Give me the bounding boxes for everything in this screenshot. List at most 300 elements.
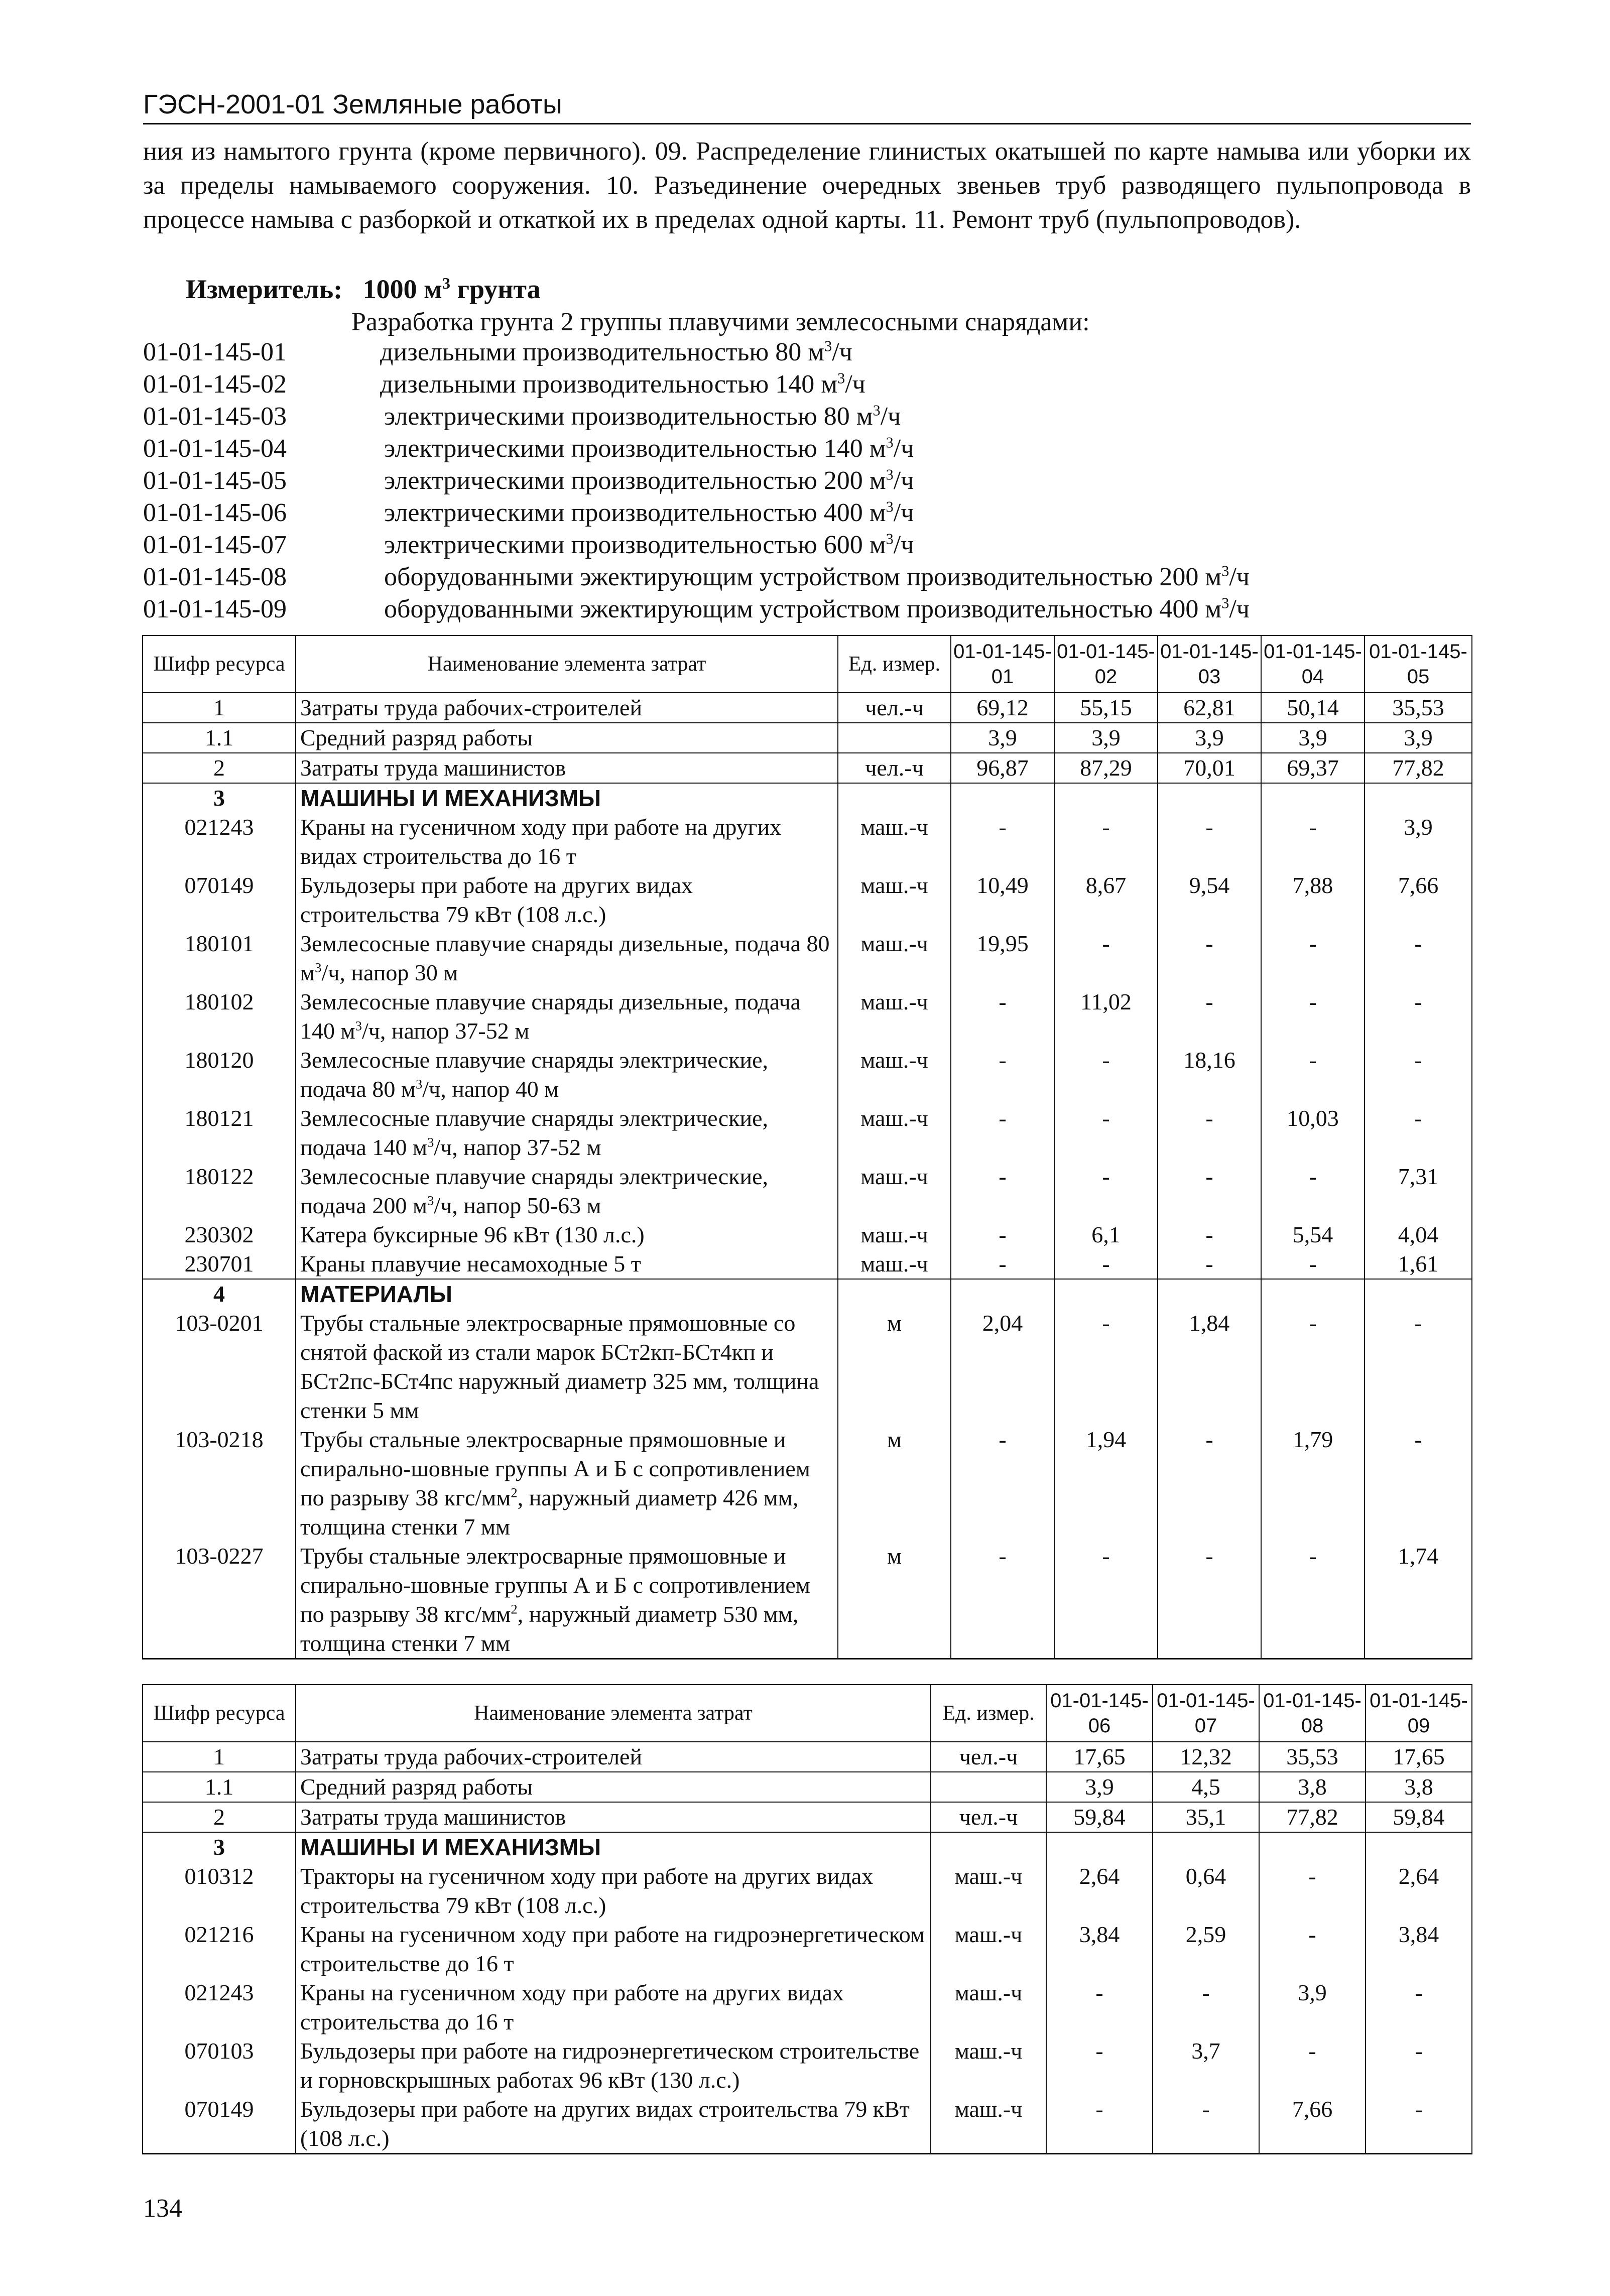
- cost-element-name: Бульдозеры при работе на гидроэнергетическом строительстве и горновскрышных работах 96 кВт (130 л.с.): [296, 2036, 931, 2095]
- code-list-item: [143, 562, 1499, 594]
- rate-value: -: [1158, 1542, 1261, 1659]
- cost-element-text: Трубы стальные электросварные прямошовные и спирально-шовные группы А и Б с сопротивлением по разрыву 38 кгс/мм: [300, 1427, 810, 1510]
- rate-code: 01-01-145-06: [143, 498, 287, 527]
- rate-description-suffix: /ч: [845, 370, 865, 399]
- resource-table-1: [142, 635, 1472, 1660]
- rate-value: -: [1261, 1542, 1365, 1659]
- rate-value: 3,84: [1366, 1920, 1472, 1978]
- resource-table-2: [142, 1684, 1472, 2154]
- resource-code: 3: [143, 1832, 296, 1862]
- rate-value: 19,95: [951, 929, 1054, 987]
- unit-of-measure: [931, 1772, 1046, 1802]
- unit-of-measure: маш.-ч: [838, 1220, 951, 1249]
- rate-value: 7,66: [1259, 2095, 1366, 2154]
- resource-code: 4: [143, 1279, 296, 1309]
- rate-value: 70,01: [1158, 753, 1261, 783]
- rate-value: -: [951, 813, 1054, 871]
- unit-of-measure: м: [838, 1425, 951, 1542]
- rate-value: 1,94: [1054, 1425, 1158, 1542]
- rate-description-sup: 3: [824, 337, 832, 355]
- cost-element-name: Затраты труда рабочих-строителей: [296, 1742, 931, 1772]
- rate-description-suffix: /ч: [880, 402, 901, 431]
- measurement-value: 1000 м: [362, 274, 442, 304]
- rate-value: 3,9: [951, 723, 1054, 753]
- cost-element-text: Трубы стальные электросварные прямошовные и спирально-шовные группы А и Б с сопротивлением по разрыву 38 кгс/мм: [300, 1543, 810, 1627]
- rate-code: 01-01-145-07: [143, 531, 287, 559]
- rate-value: 3,9: [1261, 723, 1365, 753]
- column-header: Наименование элемента затрат: [296, 635, 838, 693]
- resource-code: 230302: [143, 1220, 296, 1249]
- code-list-item: [143, 337, 1499, 369]
- rate-value: [1054, 783, 1158, 813]
- rate-value: -: [951, 987, 1054, 1046]
- rate-value: -: [1261, 813, 1365, 871]
- rate-value: [1259, 1832, 1366, 1862]
- rate-value: -: [1054, 1309, 1158, 1425]
- code-list-item: [143, 466, 1499, 498]
- rate-value: -: [1366, 2095, 1472, 2154]
- resource-code: 021216: [143, 1920, 296, 1978]
- cost-element-name: [296, 1162, 838, 1220]
- table-row: [143, 2095, 1472, 2154]
- rate-value: -: [1261, 1249, 1365, 1279]
- unit-of-measure: [838, 723, 951, 753]
- cost-element-name: МАТЕРИАЛЫ: [296, 1279, 838, 1309]
- rate-value: -: [1158, 1162, 1261, 1220]
- table-row: [143, 1220, 1472, 1249]
- unit-of-measure: маш.-ч: [931, 2095, 1046, 2154]
- rate-value: 2,64: [1046, 1862, 1153, 1920]
- cost-element-text: Землесосные плавучие снаряды электрические, подача 200 м: [300, 1164, 769, 1218]
- rate-value: 96,87: [951, 753, 1054, 783]
- rate-value: 11,02: [1054, 987, 1158, 1046]
- rate-value: -: [1158, 1425, 1261, 1542]
- resource-code: 021243: [143, 1978, 296, 2036]
- cost-element-name: МАШИНЫ И МЕХАНИЗМЫ: [296, 1832, 931, 1862]
- rate-value: -: [1158, 1104, 1261, 1162]
- resource-code: 021243: [143, 813, 296, 871]
- rate-value: -: [1158, 1249, 1261, 1279]
- rate-value: 59,84: [1046, 1802, 1153, 1832]
- code-list-item: [143, 434, 1499, 466]
- unit-of-measure: [838, 783, 951, 813]
- rate-value: -: [1153, 2095, 1259, 2154]
- rate-value: -: [951, 1104, 1054, 1162]
- column-header: 01-01-145-05: [1365, 635, 1472, 693]
- cost-element-suffix: /ч, напор 40 м: [422, 1076, 559, 1102]
- rate-value: -: [951, 1046, 1054, 1104]
- rate-value: -: [1054, 1046, 1158, 1104]
- rate-description-text: электрическими производительностью 600 м: [384, 531, 886, 559]
- rate-value: 1,79: [1261, 1425, 1365, 1542]
- rate-value: -: [1158, 1220, 1261, 1249]
- rate-value: 0,64: [1153, 1862, 1259, 1920]
- rate-value: 77,82: [1259, 1802, 1366, 1832]
- rate-description-text: дизельными производительностью 140 м: [380, 370, 838, 399]
- rate-value: -: [1054, 929, 1158, 987]
- rate-value: 69,12: [951, 693, 1054, 723]
- rate-description-text: оборудованными эжектирующим устройством производительностью 200 м: [384, 563, 1222, 591]
- rate-description: [380, 337, 852, 367]
- rate-value: 35,53: [1365, 693, 1472, 723]
- rate-description: [384, 562, 1250, 592]
- rate-value: 8,67: [1054, 871, 1158, 929]
- column-header: 01-01-145-07: [1153, 1685, 1259, 1742]
- rate-value: -: [1365, 929, 1472, 987]
- column-header: Шифр ресурса: [143, 1685, 296, 1742]
- table-row: [143, 1279, 1472, 1309]
- rate-code: 01-01-145-03: [143, 402, 287, 431]
- rate-value: -: [1261, 987, 1365, 1046]
- resource-code: 1.1: [143, 723, 296, 753]
- rate-value: -: [1366, 2036, 1472, 2095]
- unit-of-measure: чел.-ч: [838, 693, 951, 723]
- rate-value: 55,15: [1054, 693, 1158, 723]
- rate-value: -: [1054, 1542, 1158, 1659]
- rate-code: 01-01-145-09: [143, 595, 287, 623]
- rate-value: -: [1054, 1104, 1158, 1162]
- rate-value: -: [1259, 1920, 1366, 1978]
- rate-value: 7,66: [1365, 871, 1472, 929]
- rate-description-text: электрическими производительностью 400 м: [384, 498, 886, 527]
- cost-element-name: Краны на гусеничном ходу при работе на гидроэнергетическом строительстве до 16 т: [296, 1920, 931, 1978]
- rate-value: 77,82: [1365, 753, 1472, 783]
- cost-element-name: Бульдозеры при работе на других видах строительства 79 кВт (108 л.с.): [296, 871, 838, 929]
- rate-value: -: [951, 1425, 1054, 1542]
- measurement-label: Измеритель:: [186, 274, 343, 304]
- rate-value: [1054, 1279, 1158, 1309]
- unit-of-measure: маш.-ч: [838, 987, 951, 1046]
- rate-code: 01-01-145-02: [143, 370, 287, 399]
- rate-code: 01-01-145-04: [143, 434, 287, 463]
- table-row: [143, 1425, 1472, 1542]
- page-header-title: ГЭСН-2001-01 Земляные работы: [143, 89, 562, 119]
- resource-code: 2: [143, 1802, 296, 1832]
- column-header: 01-01-145-01: [951, 635, 1054, 693]
- table-row: [143, 1162, 1472, 1220]
- rate-description-sup: 3: [886, 530, 894, 548]
- unit-of-measure: маш.-ч: [931, 2036, 1046, 2095]
- rate-value: -: [1153, 1978, 1259, 2036]
- unit-of-measure: маш.-ч: [838, 1046, 951, 1104]
- measurement-unit: [186, 274, 541, 305]
- rate-value: 17,65: [1366, 1742, 1472, 1772]
- column-header: 01-01-145-08: [1259, 1685, 1366, 1742]
- rate-value: 7,31: [1365, 1162, 1472, 1220]
- page-header: [143, 83, 1471, 124]
- cost-element-sup: 3: [427, 1193, 434, 1208]
- rate-description-text: оборудованными эжектирующим устройством производительностью 400 м: [384, 595, 1222, 623]
- code-list-item: [143, 594, 1499, 626]
- resource-code: 010312: [143, 1862, 296, 1920]
- cost-element-name: [296, 1104, 838, 1162]
- cost-element-text: Землесосные плавучие снаряды электрические, подача 140 м: [300, 1105, 769, 1160]
- rate-value: 12,32: [1153, 1742, 1259, 1772]
- cost-element-suffix: , наружный диаметр 426 мм, толщина стенки 7 мм: [300, 1485, 799, 1540]
- resource-code: 180101: [143, 929, 296, 987]
- cost-element-sup: 3: [415, 1076, 423, 1092]
- rate-value: [951, 1279, 1054, 1309]
- rate-value: -: [1365, 1046, 1472, 1104]
- rate-description-text: электрическими производительностью 200 м: [384, 466, 886, 495]
- resource-code: 180122: [143, 1162, 296, 1220]
- table-row: [143, 783, 1472, 813]
- rate-value: -: [1046, 2095, 1153, 2154]
- cost-element-suffix: /ч, напор 30 м: [321, 960, 458, 985]
- rate-value: 50,14: [1261, 693, 1365, 723]
- resource-code: 103-0227: [143, 1542, 296, 1659]
- code-list-item: [143, 530, 1499, 562]
- table-row: [143, 929, 1472, 987]
- table-row: [143, 987, 1472, 1046]
- rate-value: -: [1158, 929, 1261, 987]
- rate-value: 18,16: [1158, 1046, 1261, 1104]
- cost-element-name: Краны на гусеничном ходу при работе на других видах строительства до 16 т: [296, 1978, 931, 2036]
- table-row: [143, 1832, 1472, 1862]
- rate-value: 3,9: [1365, 723, 1472, 753]
- table-row: [143, 1862, 1472, 1920]
- rate-value: -: [1054, 1162, 1158, 1220]
- rate-value: [1158, 783, 1261, 813]
- column-header: Ед. измер.: [931, 1685, 1046, 1742]
- rate-value: -: [1046, 2036, 1153, 2095]
- unit-of-measure: [838, 1279, 951, 1309]
- cost-element-name: [296, 1425, 838, 1542]
- column-header: 01-01-145-09: [1366, 1685, 1472, 1742]
- rate-value: [1365, 1279, 1472, 1309]
- rate-value: 5,54: [1261, 1220, 1365, 1249]
- rate-value: -: [1158, 987, 1261, 1046]
- resource-code: 070103: [143, 2036, 296, 2095]
- cost-element-text: Землесосные плавучие снаряды дизельные, подача 80 м: [300, 931, 830, 985]
- cost-element-text: Землесосные плавучие снаряды дизельные, подача 140 м: [300, 989, 801, 1044]
- cost-element-name: [296, 1046, 838, 1104]
- table-row: [143, 723, 1472, 753]
- column-header: 01-01-145-04: [1261, 635, 1365, 693]
- cost-element-name: Средний разряд работы: [296, 723, 838, 753]
- rate-value: 3,9: [1158, 723, 1261, 753]
- measurement-suffix: грунта: [450, 274, 541, 304]
- rate-description-sup: 3: [886, 466, 894, 483]
- column-header: Наименование элемента затрат: [296, 1685, 931, 1742]
- page-number: 134: [143, 2194, 182, 2223]
- resource-code: 1.1: [143, 1772, 296, 1802]
- measurement-sup: 3: [442, 274, 450, 292]
- rate-description: [384, 498, 914, 528]
- rate-value: 3,9: [1054, 723, 1158, 753]
- cost-element-sup: 2: [511, 1601, 518, 1617]
- rate-value: [1366, 1832, 1472, 1862]
- table-row: [143, 1920, 1472, 1978]
- resource-code: 230701: [143, 1249, 296, 1279]
- cost-element-suffix: , наружный диаметр 530 мм, толщина стенки 7 мм: [300, 1601, 799, 1656]
- column-header: Шифр ресурса: [143, 635, 296, 693]
- rate-value: 69,37: [1261, 753, 1365, 783]
- rate-value: -: [1259, 2036, 1366, 2095]
- cost-element-suffix: /ч, напор 50-63 м: [434, 1193, 601, 1218]
- table-row: [143, 1802, 1472, 1832]
- rate-value: 9,54: [1158, 871, 1261, 929]
- column-header: 01-01-145-02: [1054, 635, 1158, 693]
- rate-description-suffix: /ч: [832, 338, 852, 366]
- cost-element-name: Тракторы на гусеничном ходу при работе на других видах строительства 79 кВт (108 л.с.): [296, 1862, 931, 1920]
- rate-description-text: дизельными производительностью 80 м: [380, 338, 825, 366]
- table-row: [143, 693, 1472, 723]
- intro-paragraph: ния из намытого грунта (кроме первичного). 09. Распределение глинистых окатышей по карте намыва или уборки их за пределы намываемого сооружения. 10. Разъединение очередных звеньев труб разводящего пульпопровода в процессе намыва с разборкой и откаткой их в пределах одной карты. 11. Ремонт труб (пульпопроводов).: [143, 137, 1471, 234]
- cost-element-sup: 3: [427, 1134, 434, 1150]
- rate-value: 1,61: [1365, 1249, 1472, 1279]
- cost-element-name: [296, 987, 838, 1046]
- table-row: [143, 753, 1472, 783]
- rate-description-suffix: /ч: [893, 531, 914, 559]
- rate-value: 1,84: [1158, 1309, 1261, 1425]
- cost-element-name: МАШИНЫ И МЕХАНИЗМЫ: [296, 783, 838, 813]
- rate-description-text: электрическими производительностью 140 м: [384, 434, 886, 463]
- rate-description-sup: 3: [1221, 594, 1229, 612]
- rate-value: 3,9: [1259, 1978, 1366, 2036]
- rate-description: [384, 434, 914, 463]
- rate-value: [1261, 1279, 1365, 1309]
- table-row: [143, 1249, 1472, 1279]
- rate-value: 3,7: [1153, 2036, 1259, 2095]
- resource-code: 180120: [143, 1046, 296, 1104]
- rate-description-sup: 3: [837, 369, 845, 387]
- unit-of-measure: маш.-ч: [931, 1978, 1046, 2036]
- rate-value: -: [1259, 1862, 1366, 1920]
- rate-value: -: [951, 1249, 1054, 1279]
- rate-description-sup: 3: [886, 434, 894, 451]
- resource-code: 1: [143, 693, 296, 723]
- unit-of-measure: маш.-ч: [838, 1162, 951, 1220]
- table-row: [143, 1542, 1472, 1659]
- rate-value: 59,84: [1366, 1802, 1472, 1832]
- unit-of-measure: чел.-ч: [931, 1742, 1046, 1772]
- cost-element-name: Краны плавучие несамоходные 5 т: [296, 1249, 838, 1279]
- rate-value: 1,74: [1365, 1542, 1472, 1659]
- cost-element-name: Катера буксирные 96 кВт (130 л.с.): [296, 1220, 838, 1249]
- rate-value: [1046, 1832, 1153, 1862]
- unit-of-measure: м: [838, 1309, 951, 1425]
- rate-value: 3,8: [1259, 1772, 1366, 1802]
- rate-value: [951, 783, 1054, 813]
- rate-description-suffix: /ч: [1229, 595, 1250, 623]
- cost-element-name: Трубы стальные электросварные прямошовные со снятой фаской из стали марок БСт2кп-БСт4кп и БСт2пс-БСт4пс наружный диаметр 325 мм, толщина стенки 5 мм: [296, 1309, 838, 1425]
- code-list-item: [143, 402, 1499, 434]
- cost-element-name: Затраты труда машинистов: [296, 1802, 931, 1832]
- unit-of-measure: маш.-ч: [838, 1249, 951, 1279]
- resource-code: 3: [143, 783, 296, 813]
- rate-value: -: [1261, 929, 1365, 987]
- column-header: Ед. измер.: [838, 635, 951, 693]
- rate-value: 3,9: [1046, 1772, 1153, 1802]
- rate-description: [384, 594, 1250, 624]
- rate-description: [380, 369, 865, 399]
- table-row: [143, 1309, 1472, 1425]
- resource-code: 103-0201: [143, 1309, 296, 1425]
- unit-of-measure: [931, 1832, 1046, 1862]
- rate-value: -: [1261, 1309, 1365, 1425]
- rate-description-suffix: /ч: [1229, 563, 1250, 591]
- rate-value: 6,1: [1054, 1220, 1158, 1249]
- rate-value: 7,88: [1261, 871, 1365, 929]
- rate-value: [1365, 783, 1472, 813]
- resource-code: 103-0218: [143, 1425, 296, 1542]
- rate-value: 10,49: [951, 871, 1054, 929]
- rate-code: 01-01-145-05: [143, 466, 287, 495]
- cost-element-sup: 3: [355, 1018, 362, 1034]
- table-row: [143, 813, 1472, 871]
- rate-value: -: [1158, 813, 1261, 871]
- rate-value: 2,64: [1366, 1862, 1472, 1920]
- cost-element-name: [296, 929, 838, 987]
- table-row: [143, 1978, 1472, 2036]
- resource-code: 070149: [143, 871, 296, 929]
- rate-value: -: [951, 1220, 1054, 1249]
- rate-value: -: [1365, 1104, 1472, 1162]
- rate-description: [384, 466, 914, 495]
- rate-value: 35,53: [1259, 1742, 1366, 1772]
- table-row: [143, 1104, 1472, 1162]
- rate-value: [1158, 1279, 1261, 1309]
- table-row: [143, 2036, 1472, 2095]
- rate-value: -: [951, 1162, 1054, 1220]
- unit-of-measure: маш.-ч: [838, 1104, 951, 1162]
- rate-description-sup: 3: [873, 402, 881, 419]
- unit-of-measure: маш.-ч: [931, 1862, 1046, 1920]
- rate-value: -: [1261, 1162, 1365, 1220]
- unit-of-measure: чел.-ч: [931, 1802, 1046, 1832]
- rate-description-suffix: /ч: [893, 466, 914, 495]
- rate-value: [1153, 1832, 1259, 1862]
- column-header: 01-01-145-06: [1046, 1685, 1153, 1742]
- resource-code: 180121: [143, 1104, 296, 1162]
- rate-description-text: электрическими производительностью 80 м: [384, 402, 873, 431]
- rate-value: 3,9: [1365, 813, 1472, 871]
- rate-value: -: [1054, 1249, 1158, 1279]
- rate-description-suffix: /ч: [893, 498, 914, 527]
- cost-element-suffix: /ч, напор 37-52 м: [361, 1018, 530, 1044]
- rate-description-suffix: /ч: [893, 434, 914, 463]
- rate-description-sup: 3: [886, 498, 894, 516]
- rate-value: 17,65: [1046, 1742, 1153, 1772]
- cost-element-sup: 3: [315, 960, 322, 975]
- rate-value: 4,04: [1365, 1220, 1472, 1249]
- cost-element-name: Затраты труда машинистов: [296, 753, 838, 783]
- cost-element-name: Краны на гусеничном ходу при работе на других видах строительства до 16 т: [296, 813, 838, 871]
- rate-code: 01-01-145-01: [143, 338, 287, 366]
- rate-description: [384, 402, 901, 431]
- cost-element-name: Бульдозеры при работе на других видах строительства 79 кВт (108 л.с.): [296, 2095, 931, 2154]
- rate-value: -: [1365, 1425, 1472, 1542]
- column-header: 01-01-145-03: [1158, 635, 1261, 693]
- rate-value: -: [1366, 1978, 1472, 2036]
- rate-value: 3,8: [1366, 1772, 1472, 1802]
- table-row: [143, 1772, 1472, 1802]
- resource-code: 1: [143, 1742, 296, 1772]
- rate-value: 35,1: [1153, 1802, 1259, 1832]
- rate-value: 4,5: [1153, 1772, 1259, 1802]
- rate-value: 10,03: [1261, 1104, 1365, 1162]
- table-row: [143, 1046, 1472, 1104]
- rate-value: 3,84: [1046, 1920, 1153, 1978]
- resource-code: 2: [143, 753, 296, 783]
- rate-value: [1261, 783, 1365, 813]
- code-list: [143, 337, 1499, 626]
- cost-element-sup: 2: [511, 1485, 518, 1500]
- rate-value: -: [1365, 987, 1472, 1046]
- cost-element-text: Землесосные плавучие снаряды электрические, подача 80 м: [300, 1047, 769, 1102]
- rate-code: 01-01-145-08: [143, 563, 287, 591]
